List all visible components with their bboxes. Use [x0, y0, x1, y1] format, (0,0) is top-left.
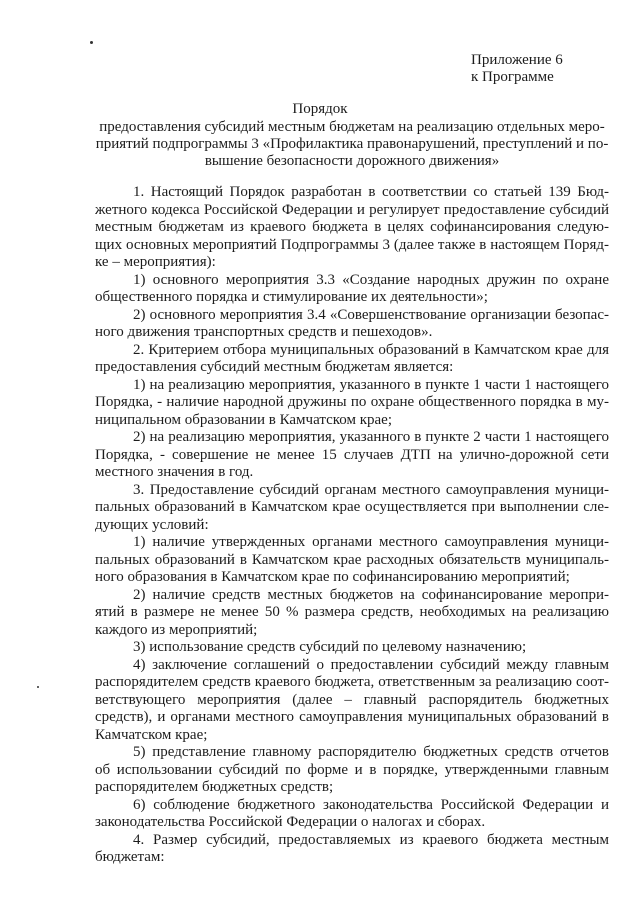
body-line: 4. Размер субсидий, предоставляемых из краевого бюджета местным: [133, 831, 609, 848]
body-line: общественного порядка и стимулирование их деятельности»;: [95, 289, 488, 305]
scan-speck: [90, 41, 93, 44]
body-line: пальных образований в Камчатском крае расходных обязательств муниципаль-: [95, 551, 609, 568]
body-line: распорядителем бюджетных средств;: [95, 779, 334, 795]
body-line: ветствующего мероприятия (далее – главный распорядитель бюджетных: [95, 691, 609, 708]
appendix-reference: к Программе: [471, 69, 554, 85]
body-line: 2. Критерием отбора муниципальных образований в Камчатском крае для: [133, 341, 609, 358]
body-line: ниципальном образовании в Камчатском крае;: [95, 411, 392, 428]
body-line: 2) основного мероприятия 3.4 «Совершенствование организации безопас-: [133, 306, 609, 323]
body-line: каждого из мероприятий;: [95, 621, 258, 638]
body-line: 1. Настоящий Порядок разработан в соответствии со статьей 139 Бюд-: [133, 184, 609, 200]
body-line: Порядка, - совершение не менее 15 случаев ДТП на улично-дорожной сети: [95, 446, 609, 463]
body-line: 6) соблюдение бюджетного законодательства Российской Федерации и: [133, 796, 609, 813]
body-line: средств), и органами местного самоуправления муниципальных образований в: [95, 709, 609, 725]
body-line: 4) заключение соглашений о предоставлении субсидий между главным: [133, 656, 609, 673]
body-line: 3. Предоставление субсидий органам местного самоуправления муници-: [133, 481, 609, 498]
body-line: 1) наличие утвержденных органами местного самоуправления муници-: [133, 534, 609, 550]
body-line: ного образования в Камчатском крае по софинансированию мероприятий;: [95, 569, 570, 585]
appendix-number: Приложение 6: [471, 52, 563, 68]
body-line: предоставления субсидий местным бюджетам является:: [95, 359, 454, 375]
body-line: жетного кодекса Российской Федерации и регулирует предоставление субсидий: [95, 201, 609, 218]
document-title: Порядок: [292, 101, 348, 117]
document-body: [95, 184, 609, 867]
body-line: 5) представление главному распорядителю бюджетных средств отчетов: [133, 744, 609, 760]
scan-speck: [37, 686, 39, 688]
body-line: 1) на реализацию мероприятия, указанного в пункте 1 части 1 настоящего: [133, 376, 609, 393]
body-line: дующих условий:: [95, 516, 209, 533]
body-line: 2) наличие средств местных бюджетов на софинансирование меропри-: [133, 586, 609, 603]
body-line: 1) основного мероприятия 3.3 «Создание народных дружин по охране: [133, 271, 609, 288]
body-line: 3) использование средств субсидий по целевому назначению;: [133, 639, 527, 655]
subtitle-line: предоставления субсидий местным бюджетам на реализацию отдельных меро-: [99, 119, 605, 135]
body-line: местного значения в год.: [95, 464, 254, 480]
body-line: Камчатском крае;: [95, 726, 208, 743]
body-line: ного движения транспортных средств и пешеходов».: [95, 324, 433, 340]
body-line: щих основных мероприятий Подпрограммы 3 (далее также в настоящем Поряд-: [95, 236, 609, 253]
body-line: бюджетам:: [95, 849, 165, 865]
body-line: 2) на реализацию мероприятия, указанного в пункте 2 части 1 настоящего: [133, 429, 609, 445]
subtitle-line: вышение безопасности дорожного движения»: [204, 153, 500, 169]
body-line: распорядителем средств краевого бюджета, ответственным за реализацию соот-: [95, 674, 609, 690]
body-line: пальных образований в Камчатском крае осуществляется при выполнении сле-: [95, 499, 609, 515]
appendix-note: [471, 52, 563, 86]
body-line: ке – мероприятия):: [95, 254, 216, 270]
body-line: ятий в размере не менее 50 % размера средств, необходимых на реализацию: [95, 604, 609, 620]
body-line: законодательства Российской Федерации о налогах и сборах.: [95, 814, 486, 830]
document-subtitle: [93, 119, 611, 170]
body-line: об использовании субсидий по форме и в порядке, утвержденными главным: [95, 761, 609, 778]
body-line: Порядка, - наличие народной дружины по охране общественного порядка в му-: [95, 394, 609, 410]
body-line: местным бюджетам из краевого бюджета в целях софинансирования следую-: [95, 219, 609, 235]
subtitle-line: приятий подпрограммы 3 «Профилактика правонарушений, преступлений и по-: [95, 136, 609, 152]
